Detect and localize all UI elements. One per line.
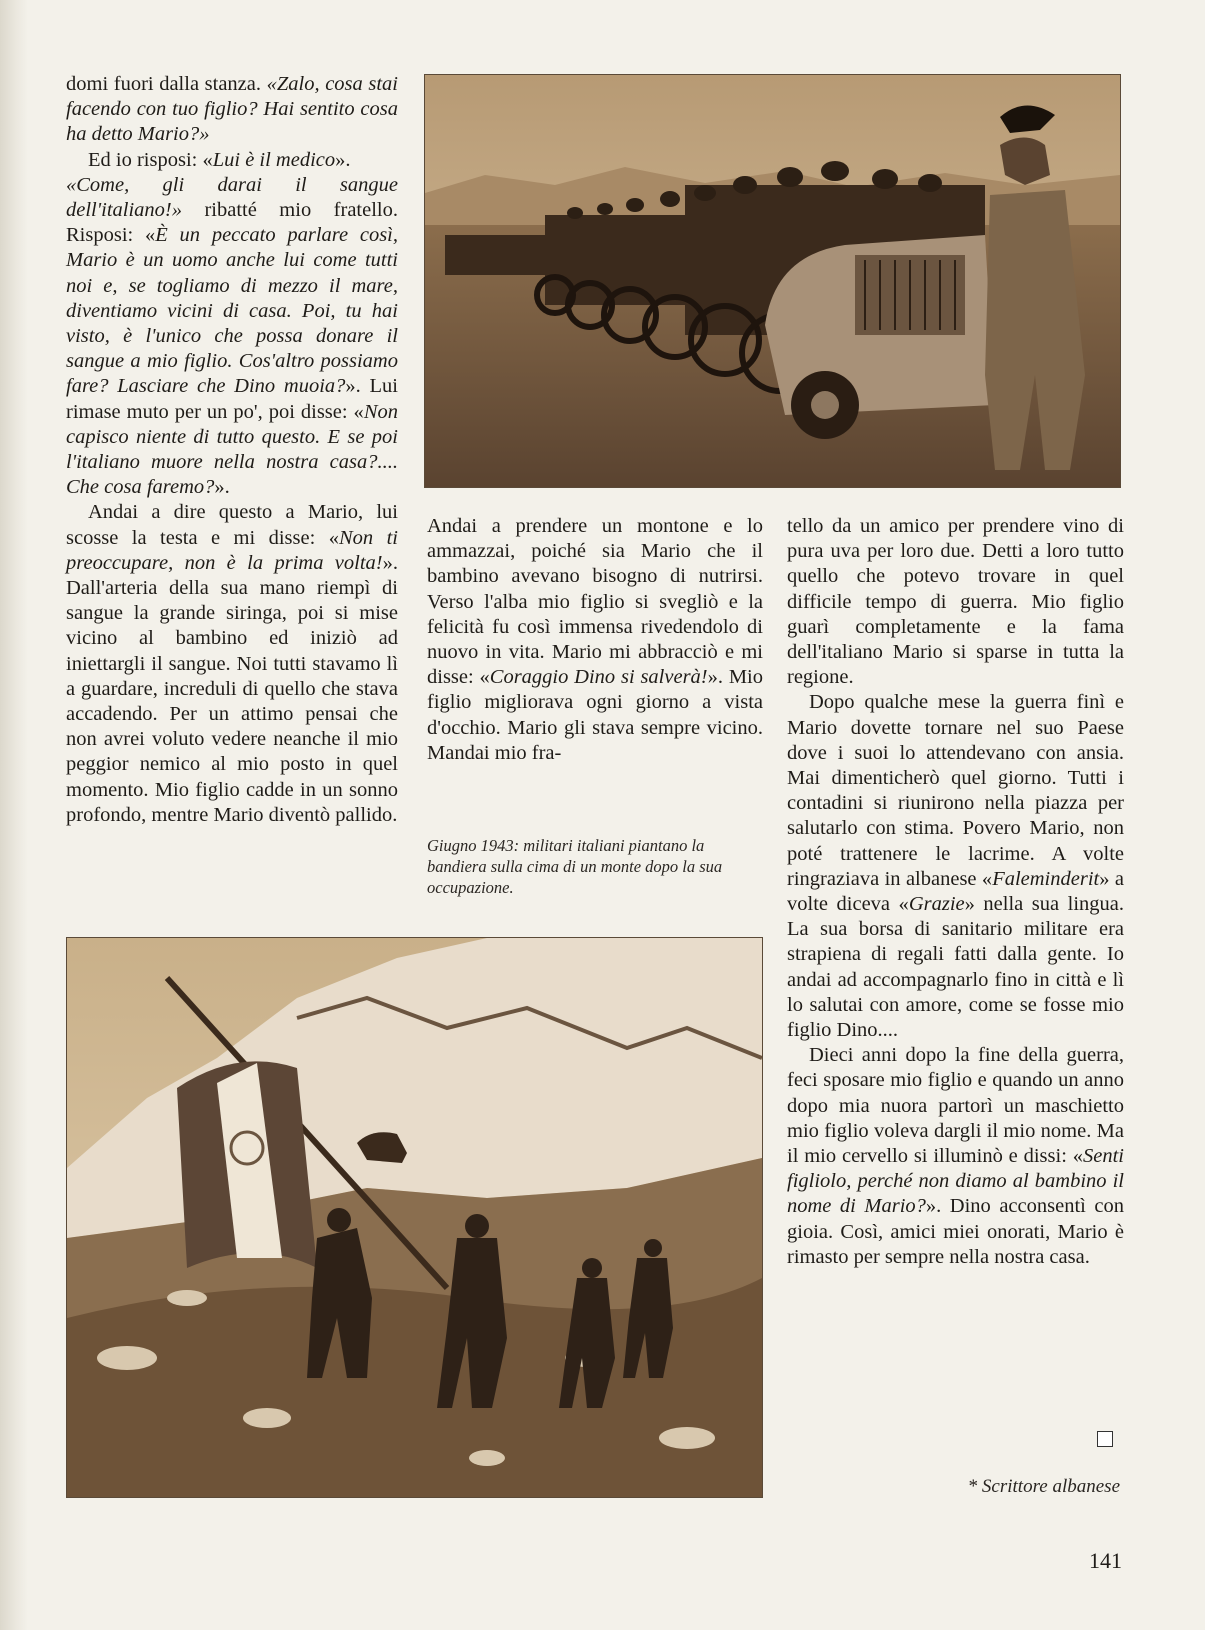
text-run: Andai a prendere un montone e lo ammazzai, poiché sia Mario che il bambino avevano bisogno di nutrirsi. Verso l'alba mio figlio si svegliò e la felicità fu così immensa rivedendolo di nuovo in vita. Mario mi abbracciò e mi disse: « — [427, 515, 763, 689]
text-run: domi fuori dalla stanza. — [66, 73, 267, 95]
page-number: 141 — [1089, 1548, 1122, 1573]
text-run: Andai a dire questo a Mario, lui scosse la testa e mi disse: « — [66, 501, 398, 549]
italic-word: Faleminderit — [992, 867, 1100, 890]
photo-flag-on-mountain — [66, 937, 763, 1498]
page-binding-shadow — [0, 0, 28, 1630]
text-run: ». Lui rimase muto per un po', poi disse: « — [66, 375, 399, 423]
paragraph — [787, 1043, 1124, 1270]
text-run: ». — [214, 476, 230, 499]
text-column-3 — [787, 514, 1124, 1270]
text-run: ». Dino acconsentì con gioia. Così, amici miei onorati, Mario è rimasto per sempre nella nostra casa. — [787, 1195, 1124, 1268]
photo-soldiers-motorcycles — [424, 74, 1121, 488]
paragraph — [66, 72, 398, 148]
text-run: ». Dall'arteria della sua mano riempì di sangue la grande siringa, poi si mise vicino al bambino ed iniziò ad iniettargli il sangue. Noi tutti stavamo lì a guardare, increduli di quello che stava accadendo. Per un attimo pensai che non avrei voluto vedere neanche il mio peggior nemico al mio posto in quel momento. Mio figlio cadde in un sonno profondo, mentre Mario diventò pallido. — [66, 551, 398, 826]
italic-quote: Senti figliolo, perché non diamo al bambino il nome di Mario? — [787, 1145, 1124, 1218]
paragraph — [66, 148, 398, 173]
paragraph — [427, 514, 763, 766]
text-run: Dieci anni dopo la fine della guerra, feci sposare mio figlio e quando un anno dopo mia nuora partorì un maschietto mio figlio voleva dargli il mio nome. Ma il mio cervello si illuminò e dissi: « — [787, 1044, 1124, 1168]
text-run: Ed io risposi: « — [88, 148, 213, 171]
paragraph — [787, 690, 1124, 1043]
text-run: » a volte diceva « — [787, 867, 1124, 916]
paragraph — [66, 173, 398, 501]
photo-caption: Giugno 1943: militari italiani piantano la bandiera sulla cima di un monte dopo la sua occupazione. — [427, 836, 723, 897]
end-of-article-mark — [1097, 1431, 1113, 1447]
italic-quote: Non capisco niente di tutto questo. E se poi l'italiano muore nella nostra casa?.... Che cosa faremo? — [66, 400, 398, 499]
text-run: ribatté mio fratello. Risposi: « — [66, 199, 398, 247]
italic-quote: «Come, gli darai il sangue dell'italiano!» — [66, 173, 398, 222]
text-column-2 — [427, 514, 763, 766]
italic-word: Grazie — [908, 893, 965, 916]
paragraph — [66, 500, 398, 828]
photo-soldiers-motorcycles-image — [425, 75, 1120, 487]
text-run: ». — [335, 148, 351, 171]
text-run: » nella sua lingua. La sua borsa di sanitario militare era strapiena di regali fatti dalla gente. Io andai ad accompagnarlo fino in città e lì lo salutai con amore, come se fosse mio figlio Dino.... — [787, 893, 1125, 1042]
italic-quote: Coraggio Dino si salverà! — [489, 666, 708, 689]
text-run: ». Mio figlio migliorava ogni giorno a vista d'occhio. Mario gli stava sempre vicino. Mandai mio fra- — [427, 666, 763, 764]
italic-quote: Lui è il medico — [212, 148, 336, 171]
text-column-1 — [66, 72, 398, 828]
italic-quote: È un peccato parlare così, Mario è un uomo anche lui come tutti noi e, se togliamo di mezzo il mare, diventiamo vicini di casa. Poi, tu hai visto, è l'unico che possa donare il sangue a mio figlio. Cos'altro possiamo fare? Lasciare che Dino muoia? — [66, 224, 399, 398]
photo-flag-on-mountain-image — [67, 938, 762, 1497]
italic-quote: «Zalo, cosa stai facendo con tuo figlio? Hai sentito cosa ha detto Mario?» — [66, 73, 398, 146]
paragraph: tello da un amico per prendere vino di pura uva per loro due. Detti a loro tutto quello che potevo trovare in quel difficile tempo di guerra. Mio figlio guarì completamente e la fama dell'italiano Mario si sparse in tutta la regione. — [787, 515, 1124, 689]
italic-quote: Non ti preoccupare, non è la prima volta! — [66, 526, 398, 574]
author-footnote: * Scrittore albanese — [967, 1476, 1120, 1497]
text-run: Dopo qualche mese la guerra finì e Mario dovette tornare nel suo Paese dove i suoi lo attendevano con ansia. Mai dimenticherò quel giorno. Tutti i contadini si riunirono nella piazza per salutarlo con stima. Povero Mario, non poté trattenere le lacrime. A volte ringraziava in albanese « — [787, 691, 1124, 890]
